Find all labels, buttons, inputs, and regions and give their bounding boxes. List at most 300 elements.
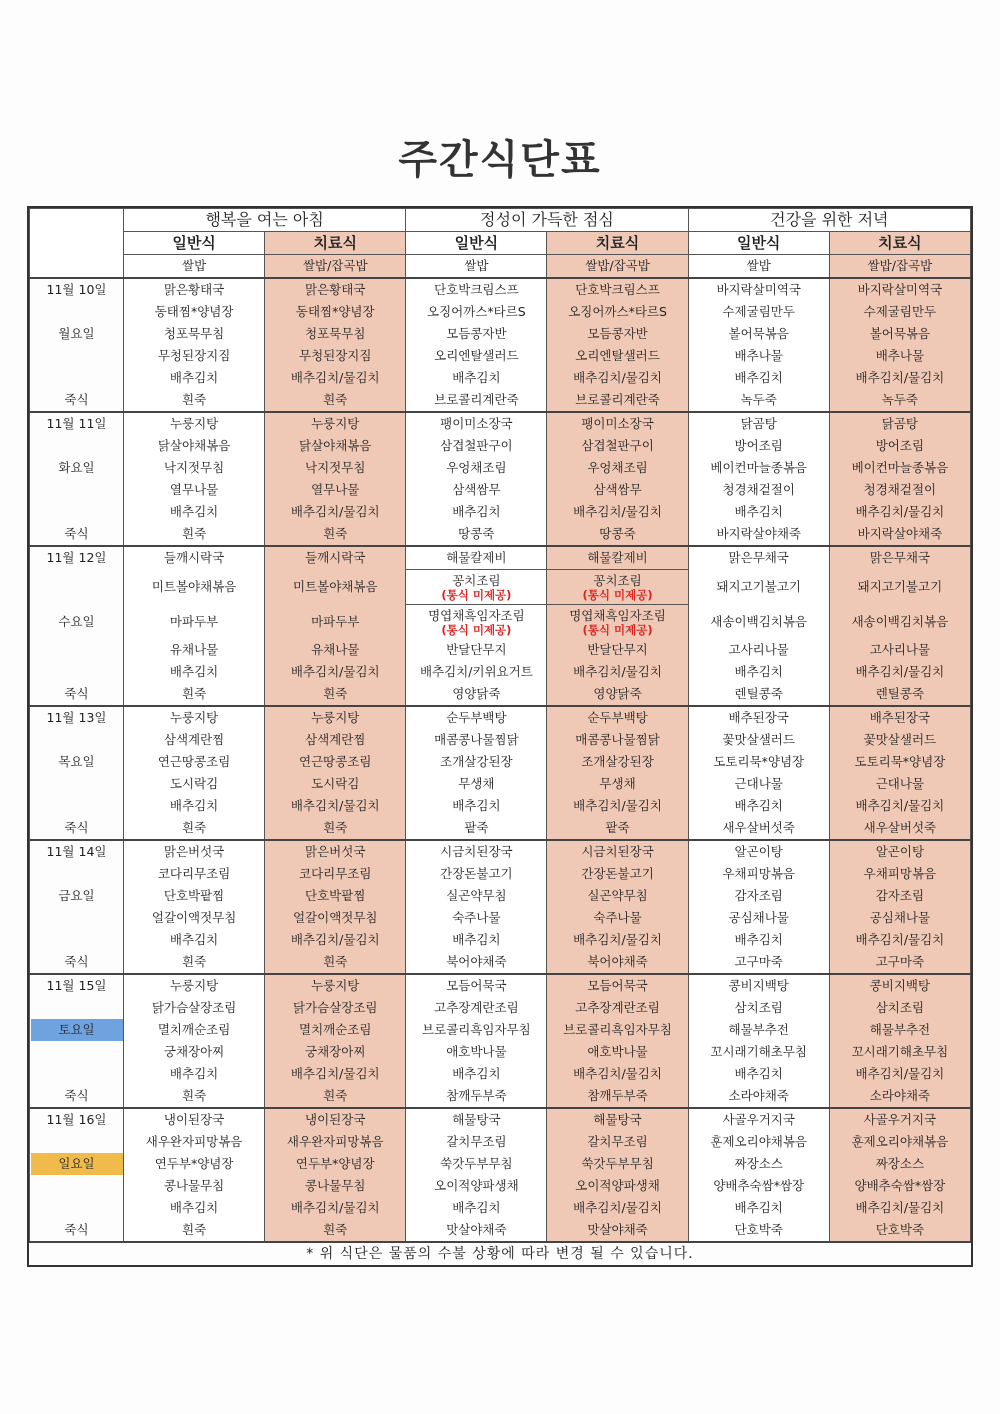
- menu-item: 연두부*양념장: [124, 1153, 265, 1175]
- menu-item: 베이컨마늘종볶음: [688, 457, 829, 479]
- menu-item: 해물칼제비: [406, 546, 547, 570]
- menu-item: 단호박죽: [688, 1219, 829, 1242]
- menu-item: 렌틸콩죽: [688, 683, 829, 706]
- menu-item: 새송이백김치볶음: [688, 605, 829, 640]
- menu-row: [30, 951, 971, 974]
- menu-item: 배추김치/물김치: [547, 367, 688, 389]
- menu-item: 오리엔탈샐러드: [406, 345, 547, 367]
- menu-row: [30, 683, 971, 706]
- menu-item: 단호박크림스프: [406, 278, 547, 301]
- menu-item: 소라야채죽: [688, 1085, 829, 1108]
- menu-row: [30, 795, 971, 817]
- menu-item: 바지락살미역국: [829, 278, 970, 301]
- day-date: 11월 11일: [30, 412, 124, 435]
- rice-therapy: 쌀밥/잡곡밥: [265, 255, 406, 279]
- menu-row: [30, 546, 971, 570]
- menu-item: 닭가슴살장조림: [124, 997, 265, 1019]
- menu-item: 배추김치/물김치: [547, 795, 688, 817]
- menu-item: 단호박팥찜: [265, 885, 406, 907]
- menu-item: 배추김치: [688, 367, 829, 389]
- day-cell: [30, 929, 124, 951]
- menu-item: 순두부백탕: [547, 706, 688, 729]
- menu-item: 배추김치/물김치: [547, 1197, 688, 1219]
- menu-item: 방어조림: [688, 435, 829, 457]
- menu-item: 배추김치: [406, 929, 547, 951]
- menu-row: [30, 974, 971, 997]
- not-provided-note: (통식 미제공): [441, 588, 512, 602]
- menu-item: 삼겹철판구이: [547, 435, 688, 457]
- menu-item: 흰죽: [265, 523, 406, 546]
- rice-general: 쌀밥: [124, 255, 265, 279]
- day-cell: [30, 301, 124, 323]
- menu-row: [30, 367, 971, 389]
- menu-item: 삼색쌈무: [406, 479, 547, 501]
- menu-item: 열무나물: [265, 479, 406, 501]
- day-cell: [30, 907, 124, 929]
- menu-item: 코다리무조림: [265, 863, 406, 885]
- menu-item: 고추장계란조림: [547, 997, 688, 1019]
- menu-row: [30, 479, 971, 501]
- menu-item: 멸치깨순조림: [124, 1019, 265, 1041]
- menu-row: [30, 501, 971, 523]
- menu-item: 실곤약무침: [547, 885, 688, 907]
- menu-row: [30, 885, 971, 907]
- menu-item: 배추나물: [829, 345, 970, 367]
- day-weekday: 목요일: [58, 754, 95, 769]
- weekday-cell: [30, 751, 124, 773]
- menu-item: 도토리묵*양념장: [688, 751, 829, 773]
- menu-item: 북어야채죽: [406, 951, 547, 974]
- porridge-label: 죽식: [30, 951, 124, 974]
- menu-item: 삼색계란찜: [124, 729, 265, 751]
- menu-item: 닭살야채볶음: [265, 435, 406, 457]
- menu-item: 알곤이탕: [829, 840, 970, 863]
- menu-item: 낙지젓무침: [265, 457, 406, 479]
- menu-item: 해물탕국: [406, 1108, 547, 1131]
- menu-item: 청포묵무침: [124, 323, 265, 345]
- menu-item: 공심채나물: [688, 907, 829, 929]
- menu-item: 맑은버섯국: [265, 840, 406, 863]
- menu-item: 모듬어묵국: [406, 974, 547, 997]
- menu-item: 배추김치/물김치: [265, 661, 406, 683]
- menu-item: 맑은황태국: [124, 278, 265, 301]
- menu-item: 배추김치: [688, 795, 829, 817]
- menu-item: 흰죽: [124, 1219, 265, 1242]
- menu-item: 배추김치/물김치: [829, 795, 970, 817]
- menu-item: 렌틸콩죽: [829, 683, 970, 706]
- menu-item: 바지락살야채죽: [688, 523, 829, 546]
- menu-item: 수제굴림만두: [829, 301, 970, 323]
- menu-item: 마파두부: [124, 605, 265, 640]
- rice-therapy: 쌀밥/잡곡밥: [829, 255, 970, 279]
- menu-item: 맛살야채죽: [406, 1219, 547, 1242]
- day-cell: [30, 729, 124, 751]
- menu-item: 훈제오리야채볶음: [688, 1131, 829, 1153]
- menu-item: 돼지고기불고기: [829, 570, 970, 605]
- menu-item: 누룽지탕: [265, 706, 406, 729]
- menu-item: 간장돈불고기: [547, 863, 688, 885]
- menu-item: 팽이미소장국: [406, 412, 547, 435]
- page-title: 주간식단표: [398, 137, 602, 183]
- menu-item: 실곤약무침: [406, 885, 547, 907]
- menu-item: 돼지고기불고기: [688, 570, 829, 605]
- day-weekday: 화요일: [58, 460, 95, 475]
- not-provided-note: (통식 미제공): [582, 588, 653, 602]
- menu-row: [30, 570, 971, 605]
- menu-row: [30, 345, 971, 367]
- day-weekday: 토요일: [31, 1019, 123, 1041]
- menu-row: [30, 389, 971, 412]
- menu-item: 근대나물: [829, 773, 970, 795]
- day-date: 11월 15일: [30, 974, 124, 997]
- menu-row: [30, 1085, 971, 1108]
- menu-item: 알곤이탕: [688, 840, 829, 863]
- menu-item: 볼어묵볶음: [688, 323, 829, 345]
- day-cell: [30, 479, 124, 501]
- menu-item: 훈제오리야채볶음: [829, 1131, 970, 1153]
- menu-item: 브로콜리계란죽: [547, 389, 688, 412]
- weekly-menu-table: [27, 206, 973, 1267]
- therapy-label: 치료식: [829, 232, 970, 255]
- menu-item: 흰죽: [265, 951, 406, 974]
- menu-item: 애호박나물: [406, 1041, 547, 1063]
- menu-item: 바지락살미역국: [688, 278, 829, 301]
- menu-item: 해물부추전: [688, 1019, 829, 1041]
- menu-item: [406, 605, 547, 640]
- menu-item: 꽃맛살샐러드: [688, 729, 829, 751]
- menu-item: 배추나물: [688, 345, 829, 367]
- menu-item: 궁채장아찌: [265, 1041, 406, 1063]
- menu-item: 열무나물: [124, 479, 265, 501]
- menu-item: 배추김치: [406, 501, 547, 523]
- menu-item: 삼색계란찜: [265, 729, 406, 751]
- menu-item: 짜장소스: [688, 1153, 829, 1175]
- breakfast-header: 행복을 여는 아침: [124, 209, 406, 232]
- menu-item: [406, 570, 547, 605]
- menu-item: 청경채겉절이: [829, 479, 970, 501]
- menu-item: 배추김치: [688, 501, 829, 523]
- weekday-cell: [30, 605, 124, 640]
- menu-item: 도토리묵*양념장: [829, 751, 970, 773]
- menu-item: 오이적양파생채: [547, 1175, 688, 1197]
- menu-item: 삼겹철판구이: [406, 435, 547, 457]
- menu-item-label: 꽁치조림: [593, 573, 642, 588]
- menu-item: 배추김치/물김치: [265, 1063, 406, 1085]
- menu-item: 참깨두부죽: [406, 1085, 547, 1108]
- not-provided-note: (통식 미제공): [582, 623, 653, 637]
- menu-item: 배추김치: [406, 795, 547, 817]
- menu-item: 수제굴림만두: [688, 301, 829, 323]
- menu-row: [30, 1153, 971, 1175]
- menu-item: 우채피망볶음: [688, 863, 829, 885]
- menu-item: 단호박팥찜: [124, 885, 265, 907]
- menu-item: 베이컨마늘종볶음: [829, 457, 970, 479]
- menu-item: 고추장계란조림: [406, 997, 547, 1019]
- day-cell: [30, 773, 124, 795]
- menu-item: 맑은무채국: [688, 546, 829, 570]
- menu-item: 배추김치/물김치: [829, 1063, 970, 1085]
- menu-row: [30, 1175, 971, 1197]
- menu-item: 흰죽: [124, 683, 265, 706]
- menu-row: [30, 929, 971, 951]
- menu-item: 방어조림: [829, 435, 970, 457]
- porridge-label: 죽식: [30, 1219, 124, 1242]
- menu-item: 팽이미소장국: [547, 412, 688, 435]
- menu-item: 갈치무조림: [547, 1131, 688, 1153]
- menu-item: 쑥갓두부무침: [547, 1153, 688, 1175]
- menu-row: [30, 1019, 971, 1041]
- day-date: 11월 16일: [30, 1108, 124, 1131]
- menu-item: 배추된장국: [688, 706, 829, 729]
- porridge-label: 죽식: [30, 389, 124, 412]
- menu-item: 배추김치/물김치: [265, 501, 406, 523]
- menu-item: 숙주나물: [547, 907, 688, 929]
- menu-item: 누룽지탕: [124, 706, 265, 729]
- menu-item: 팥죽: [547, 817, 688, 840]
- day-cell: [30, 795, 124, 817]
- day-cell: [30, 367, 124, 389]
- menu-item: 우엉채조림: [547, 457, 688, 479]
- menu-item: 시금치된장국: [547, 840, 688, 863]
- menu-item: 짜장소스: [829, 1153, 970, 1175]
- menu-item: 바지락살야채죽: [829, 523, 970, 546]
- menu-item: 누룽지탕: [124, 412, 265, 435]
- menu-item: 배추김치/물김치: [829, 501, 970, 523]
- menu-item: 삼치조림: [829, 997, 970, 1019]
- menu-item: 삼치조림: [688, 997, 829, 1019]
- menu-item: 누룽지탕: [265, 974, 406, 997]
- menu-row: [30, 639, 971, 661]
- menu-item: 매콤콩나물찜닭: [406, 729, 547, 751]
- menu-item: 연두부*양념장: [265, 1153, 406, 1175]
- menu-item: 동태찜*양념장: [124, 301, 265, 323]
- menu-item: 배추김치: [124, 367, 265, 389]
- menu-item: 배추김치: [124, 795, 265, 817]
- porridge-label: 죽식: [30, 683, 124, 706]
- menu-item: 맛살야채죽: [547, 1219, 688, 1242]
- menu-row: [30, 840, 971, 863]
- menu-item: 흰죽: [265, 389, 406, 412]
- menu-item: 미트볼야채볶음: [265, 570, 406, 605]
- day-cell: [30, 1197, 124, 1219]
- menu-item: 미트볼야채볶음: [124, 570, 265, 605]
- menu-item: 땅콩죽: [406, 523, 547, 546]
- menu-item: 유채나물: [265, 639, 406, 661]
- menu-item: 애호박나물: [547, 1041, 688, 1063]
- menu-item: 해물탕국: [547, 1108, 688, 1131]
- menu-item: 꼬시래기해초무침: [829, 1041, 970, 1063]
- menu-row: [30, 863, 971, 885]
- menu-item: 배추김치/물김치: [829, 1197, 970, 1219]
- menu-item: 배추김치/물김치: [547, 929, 688, 951]
- menu-item: 맑은황태국: [265, 278, 406, 301]
- lunch-header: 정성이 가득한 점심: [406, 209, 688, 232]
- menu-item: [547, 605, 688, 640]
- menu-item: 반달단무지: [547, 639, 688, 661]
- menu-item: 모듬어묵국: [547, 974, 688, 997]
- menu-item: 배추김치/물김치: [829, 929, 970, 951]
- menu-item: 감자조림: [829, 885, 970, 907]
- menu-item: 들깨시락국: [124, 546, 265, 570]
- weekday-cell: [30, 885, 124, 907]
- menu-row: [30, 278, 971, 301]
- menu-item: 오징어까스*타르S: [406, 301, 547, 323]
- menu-item: 누룽지탕: [265, 412, 406, 435]
- menu-item: 삼색쌈무: [547, 479, 688, 501]
- menu-item: 쑥갓두부무침: [406, 1153, 547, 1175]
- menu-item: 청경채겉절이: [688, 479, 829, 501]
- rice-general: 쌀밥: [406, 255, 547, 279]
- menu-item: 연근땅콩조림: [265, 751, 406, 773]
- menu-row: [30, 1131, 971, 1153]
- menu-item: 녹두죽: [829, 389, 970, 412]
- day-cell: [30, 435, 124, 457]
- day-cell: [30, 863, 124, 885]
- therapy-label: 치료식: [547, 232, 688, 255]
- menu-item: 콩비지백탕: [688, 974, 829, 997]
- menu-item: 모듬콩자반: [547, 323, 688, 345]
- menu-item: 배추김치/물김치: [829, 661, 970, 683]
- menu-item: 배추김치/물김치: [547, 501, 688, 523]
- menu-item: 조개살강된장: [547, 751, 688, 773]
- menu-item: 냉이된장국: [265, 1108, 406, 1131]
- menu-item: 배추김치: [406, 1197, 547, 1219]
- menu-item: 배추김치: [124, 1197, 265, 1219]
- menu-item: 땅콩죽: [547, 523, 688, 546]
- menu-item: 냉이된장국: [124, 1108, 265, 1131]
- menu-item: [547, 570, 688, 605]
- weekday-cell: [30, 323, 124, 345]
- menu-row: [30, 706, 971, 729]
- menu-item: 청포묵무침: [265, 323, 406, 345]
- day-cell: [30, 345, 124, 367]
- menu-item: 배추김치/물김치: [265, 1197, 406, 1219]
- weekday-cell: [30, 1019, 124, 1041]
- weekday-cell: [30, 457, 124, 479]
- menu-item: 배추김치: [124, 929, 265, 951]
- menu-item: 반달단무지: [406, 639, 547, 661]
- menu-item: 무생채: [547, 773, 688, 795]
- general-label: 일반식: [124, 232, 265, 255]
- menu-row: [30, 1197, 971, 1219]
- menu-item: 단호박죽: [829, 1219, 970, 1242]
- menu-row: [30, 412, 971, 435]
- menu-item: 오이적양파생채: [406, 1175, 547, 1197]
- menu-item: 새우살버섯죽: [829, 817, 970, 840]
- porridge-label: 죽식: [30, 817, 124, 840]
- menu-row: [30, 1063, 971, 1085]
- menu-item: 멸치깨순조림: [265, 1019, 406, 1041]
- menu-item: 녹두죽: [688, 389, 829, 412]
- menu-item: 매콤콩나물찜닭: [547, 729, 688, 751]
- menu-item: 누룽지탕: [124, 974, 265, 997]
- menu-item: 조개살강된장: [406, 751, 547, 773]
- menu-item: 볼어묵볶음: [829, 323, 970, 345]
- menu-item: 배추김치: [124, 501, 265, 523]
- menu-item: 새우완자피망볶음: [265, 1131, 406, 1153]
- menu-item: 해물칼제비: [547, 546, 688, 570]
- menu-row: [30, 817, 971, 840]
- menu-row: [30, 997, 971, 1019]
- day-cell: [30, 1175, 124, 1197]
- menu-item: 참깨두부죽: [547, 1085, 688, 1108]
- day-cell: [30, 570, 124, 605]
- menu-item: 순두부백탕: [406, 706, 547, 729]
- day-cell: [30, 1041, 124, 1063]
- general-label: 일반식: [406, 232, 547, 255]
- menu-item: 동태찜*양념장: [265, 301, 406, 323]
- menu-item-label: 명엽채흑임자조림: [428, 608, 525, 623]
- menu-item: 배추김치/물김치: [265, 929, 406, 951]
- menu-item: 배추김치: [688, 929, 829, 951]
- menu-item: 흰죽: [265, 817, 406, 840]
- menu-item: 흰죽: [265, 1219, 406, 1242]
- menu-item: 맑은버섯국: [124, 840, 265, 863]
- menu-item: 단호박크림스프: [547, 278, 688, 301]
- menu-item: 배추김치: [124, 661, 265, 683]
- menu-item: 영양닭죽: [406, 683, 547, 706]
- menu-item: 무청된장지짐: [265, 345, 406, 367]
- menu-item: 배추김치/물김치: [265, 795, 406, 817]
- day-date: 11월 14일: [30, 840, 124, 863]
- menu-item: 새우완자피망볶음: [124, 1131, 265, 1153]
- menu-item: 공심채나물: [829, 907, 970, 929]
- day-cell: [30, 1063, 124, 1085]
- day-cell: [30, 639, 124, 661]
- menu-item: 해물부추전: [829, 1019, 970, 1041]
- menu-item: 배추김치/물김치: [265, 367, 406, 389]
- menu-item: 모듬콩자반: [406, 323, 547, 345]
- day-weekday: 수요일: [58, 613, 95, 629]
- menu-item: 낙지젓무침: [124, 457, 265, 479]
- rice-therapy: 쌀밥/잡곡밥: [547, 255, 688, 279]
- menu-row: [30, 1041, 971, 1063]
- menu-row: [30, 1108, 971, 1131]
- menu-item: 소라야채죽: [829, 1085, 970, 1108]
- menu-item: 사골우거지국: [688, 1108, 829, 1131]
- menu-item: 무청된장지짐: [124, 345, 265, 367]
- day-cell: [30, 501, 124, 523]
- day-cell: [30, 997, 124, 1019]
- menu-item: 양배추숙쌈*쌈장: [829, 1175, 970, 1197]
- day-date: 11월 13일: [30, 706, 124, 729]
- menu-row: [30, 301, 971, 323]
- menu-item: 고구마죽: [829, 951, 970, 974]
- menu-item: 얼갈이액젓무침: [265, 907, 406, 929]
- menu-item: 유채나물: [124, 639, 265, 661]
- menu-item: 연근땅콩조림: [124, 751, 265, 773]
- menu-item: 흰죽: [265, 1085, 406, 1108]
- menu-row: [30, 523, 971, 546]
- menu-item: 궁채장아찌: [124, 1041, 265, 1063]
- day-date: 11월 12일: [30, 546, 124, 570]
- rice-general: 쌀밥: [688, 255, 829, 279]
- menu-item: 고구마죽: [688, 951, 829, 974]
- menu-row: [30, 773, 971, 795]
- menu-item: 고사리나물: [829, 639, 970, 661]
- menu-item-label: 명엽채흑임자조림: [569, 608, 666, 623]
- menu-item: 우채피망볶음: [829, 863, 970, 885]
- menu-item: 콩비지백탕: [829, 974, 970, 997]
- menu-item-label: 꽁치조림: [452, 573, 501, 588]
- menu-item: 콩나물무침: [265, 1175, 406, 1197]
- menu-item: 배추김치: [406, 1063, 547, 1085]
- menu-item: 배추김치/물김치: [829, 367, 970, 389]
- footer-note: * 위 식단은 물품의 수불 상황에 따라 변경 될 수 있습니다.: [30, 1242, 971, 1265]
- menu-row: [30, 457, 971, 479]
- menu-item: 새우살버섯죽: [688, 817, 829, 840]
- menu-item: 흰죽: [124, 817, 265, 840]
